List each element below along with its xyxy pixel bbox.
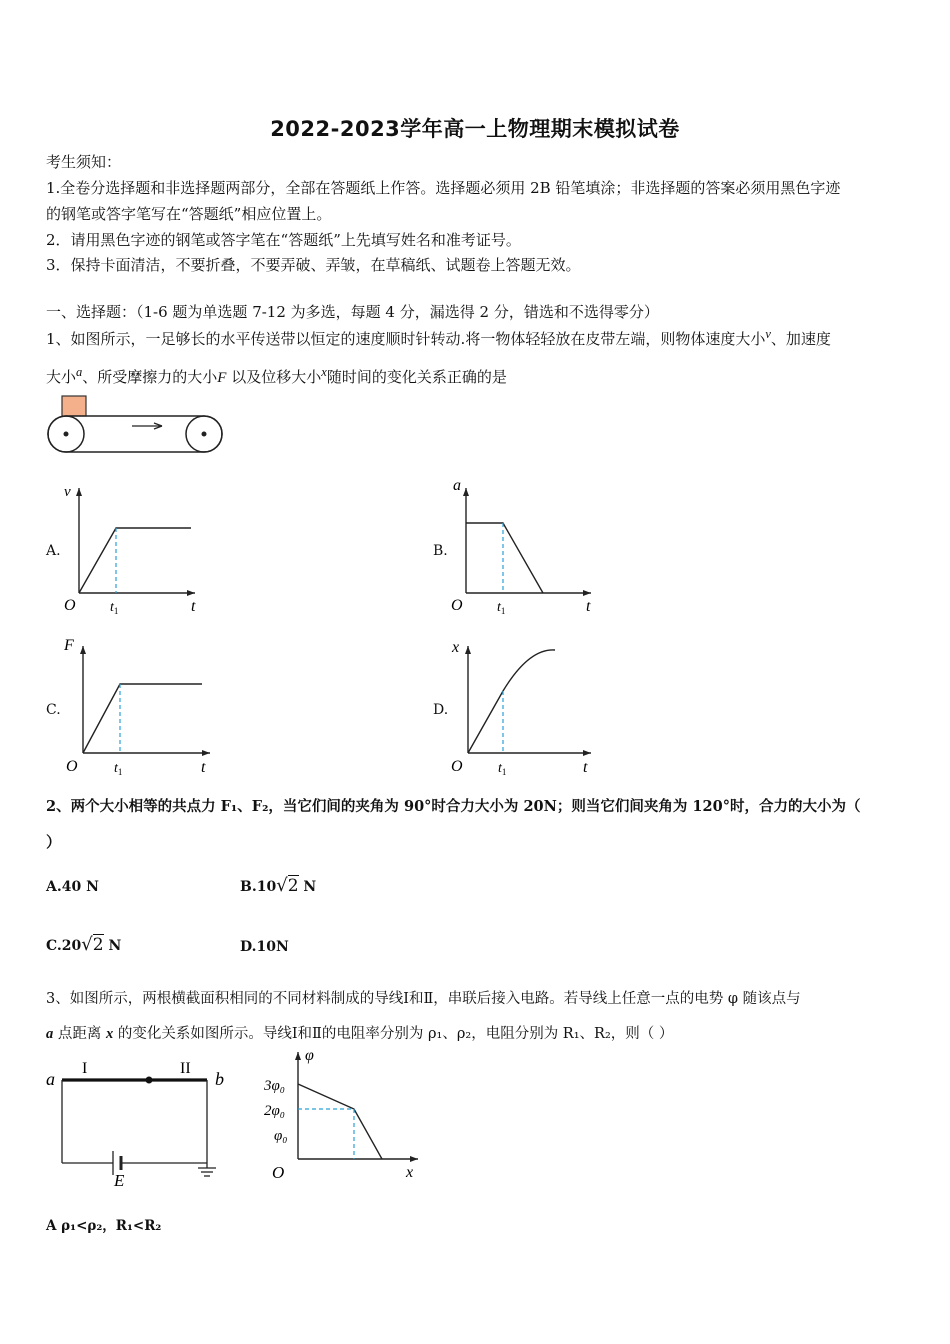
- origin-label: O: [451, 597, 463, 614]
- q1-text-b: 、所受摩擦力的大小: [82, 368, 218, 386]
- q3-text-b: 的变化关系如图所示。导线Ⅰ和Ⅱ的电阻率分别为 ρ₁、ρ₂，电阻分别为 R₁、R₂，则（ ）: [113, 1026, 674, 1042]
- section-heading: 一、选择题：（1-6 题为单选题 7-12 为多选，每题 4 分，漏选得 2 分，错选和不选得零分）: [46, 303, 659, 321]
- q2-option-d[interactable]: D.10N: [240, 939, 289, 955]
- origin-label: O: [272, 1163, 285, 1182]
- graph-c: [60, 632, 220, 780]
- curve: [83, 684, 202, 753]
- notice-item-2: 2．请用黑色字迹的钢笔或答字笔在“答题纸”上先填写姓名和准考证号。: [46, 231, 521, 249]
- q1-text-a: 大小: [46, 368, 77, 386]
- left-axle: [64, 432, 69, 437]
- y-arrow: [76, 488, 82, 496]
- potential-graph: [258, 1046, 428, 1186]
- x-label: t: [191, 598, 196, 615]
- circuit-figure: [44, 1058, 234, 1188]
- option-c-label[interactable]: C.: [46, 702, 61, 718]
- q3-line2: [46, 1022, 673, 1043]
- x-arrow: [187, 590, 195, 596]
- var-x: x: [105, 1026, 114, 1042]
- right-axle: [202, 432, 207, 437]
- q1-text-c: 以及位移大小: [231, 368, 322, 386]
- tick-3phi0: 3φ₀: [264, 1078, 286, 1094]
- q2-option-c[interactable]: [46, 929, 121, 955]
- y-label: a: [453, 477, 461, 494]
- notice-item-3: 3．保持卡面清洁，不要折叠，不要弄破、弄皱，在草稿纸、试题卷上答题无效。: [46, 256, 581, 274]
- var-a: a: [46, 1026, 54, 1042]
- x-arrow: [202, 750, 210, 756]
- y-arrow: [295, 1052, 301, 1060]
- y-label: F: [64, 637, 74, 654]
- q3-line1: 3、如图所示，两根横截面积相同的不同材料制成的导线Ⅰ和Ⅱ，串联后接入电路。若导线上任意一点的电势 φ 随该点与: [46, 991, 801, 1007]
- var-F: F: [217, 370, 227, 386]
- belt: [48, 416, 222, 452]
- tick-2phi0: 2φ₀: [264, 1103, 286, 1119]
- x-label: t: [201, 759, 206, 776]
- graph-b: [447, 472, 607, 618]
- junction: [146, 1077, 153, 1084]
- t1-label: $t_1$: [497, 600, 506, 616]
- q1-line2: [46, 365, 507, 387]
- option-b-unit: N: [303, 879, 317, 895]
- curve: [79, 528, 191, 593]
- q2-line1: 2、两个大小相等的共点力 F₁、F₂，当它们间的夹角为 90°时合力大小为 20N；则当它们间夹角为 120°时，合力的大小为（: [46, 798, 861, 815]
- notice-item-1: 1.全卷分选择题和非选择题两部分，全部在答题纸上作答。选择题必须用 2B 铅笔填涂；非选择题的答案必须用黑色字迹: [46, 179, 841, 197]
- q2-option-b[interactable]: [240, 870, 316, 896]
- label-II: II: [180, 1060, 191, 1077]
- sqrt-value: 2: [287, 876, 299, 896]
- x-label: t: [586, 598, 591, 615]
- q1-text-end: 、加速度: [770, 330, 831, 348]
- x-arrow: [410, 1156, 418, 1162]
- option-a-label[interactable]: A.: [46, 543, 61, 559]
- origin-label: O: [451, 758, 463, 775]
- curve: [468, 650, 555, 753]
- q3-option-a[interactable]: A ρ₁<ρ₂，R₁<R₂: [46, 1218, 162, 1234]
- t1-label: $t_1$: [498, 761, 507, 777]
- y-arrow: [465, 646, 471, 654]
- curve: [466, 523, 543, 593]
- option-b-prefix: B.10: [240, 879, 277, 895]
- q1-text: 1、如图所示，一足够长的水平传送带以恒定的速度顺时针转动.将一物体轻轻放在皮带左端，则物体速度大小: [46, 330, 766, 348]
- notice-heading: 考生须知：: [46, 153, 122, 171]
- graph-a: [60, 478, 210, 618]
- y-label: v: [64, 484, 71, 500]
- label-E: E: [114, 1171, 125, 1188]
- var-x: x: [321, 365, 327, 379]
- sqrt-value: 2: [92, 935, 104, 955]
- label-b: b: [215, 1069, 224, 1089]
- q2-line2: ）: [46, 833, 62, 851]
- var-a: a: [76, 365, 83, 379]
- x-arrow: [583, 750, 591, 756]
- x-label: x: [406, 1164, 414, 1181]
- label-a: a: [46, 1069, 55, 1089]
- option-b-label[interactable]: B.: [433, 543, 448, 559]
- notice-item-1-cont: 的钢笔或答字笔写在“答题纸”相应位置上。: [46, 205, 332, 223]
- y-label: x: [452, 639, 460, 656]
- conveyor-belt-figure: [44, 394, 228, 456]
- q1-line1: [46, 327, 831, 349]
- phi-label: φ: [305, 1047, 314, 1064]
- sqrt-symbol: √: [276, 875, 288, 896]
- x-label: t: [583, 759, 588, 776]
- y-arrow: [80, 646, 86, 654]
- graph-d: [447, 634, 607, 780]
- sqrt-symbol: √: [81, 934, 93, 955]
- t1-label: $t_1$: [110, 600, 119, 616]
- origin-label: O: [66, 758, 78, 775]
- block: [62, 396, 86, 416]
- potential-curve: [298, 1084, 382, 1159]
- option-c-prefix: C.20: [46, 938, 82, 954]
- label-I: I: [82, 1060, 88, 1077]
- origin-label: O: [64, 597, 76, 614]
- q2-option-a[interactable]: A.40 N: [46, 879, 99, 895]
- page-title: 2022-2023学年高一上物理期末模拟试卷: [270, 117, 680, 141]
- var-v: v: [765, 327, 771, 341]
- x-arrow: [583, 590, 591, 596]
- option-d-label[interactable]: D.: [433, 702, 449, 718]
- y-arrow: [463, 488, 469, 496]
- tick-phi0: φ₀: [274, 1128, 288, 1144]
- q1-text-d: 随时间的变化关系正确的是: [326, 368, 507, 386]
- t1-label: $t_1$: [114, 761, 123, 777]
- option-c-unit: N: [108, 938, 122, 954]
- q3-text-a: 点距离: [53, 1026, 106, 1042]
